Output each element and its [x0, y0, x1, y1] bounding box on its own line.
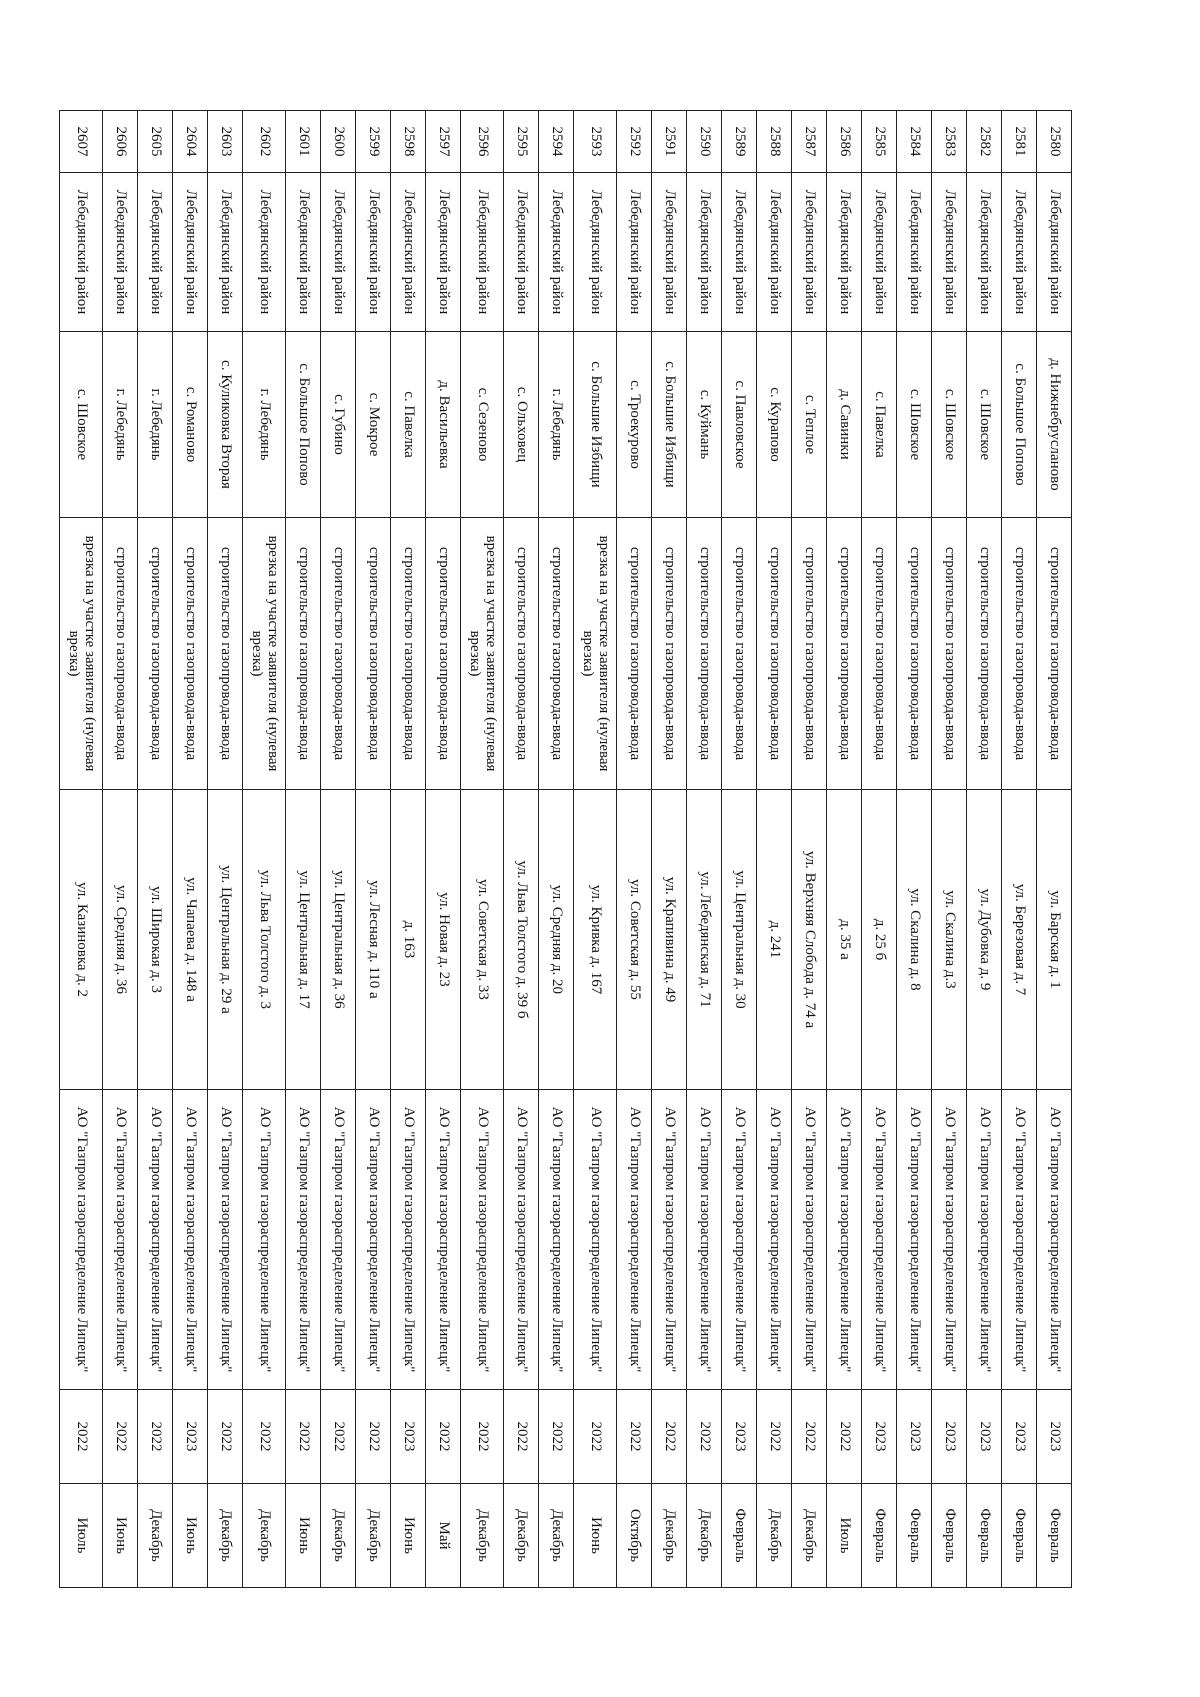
- organization-cell: АО "Газпром газораспределение Липецк": [208, 1090, 243, 1390]
- district-cell: Лебедянский район: [574, 173, 617, 332]
- district-cell: Лебедянский район: [60, 173, 103, 332]
- table-row: [862, 111, 897, 1588]
- work-type-cell: строительство газопровода-ввода: [356, 518, 391, 790]
- year-cell: 2022: [138, 1390, 173, 1484]
- work-type-cell: врезка на участке заявителя (нулевая врезка): [461, 518, 504, 790]
- address-cell: ул. Центральная д. 30: [722, 790, 757, 1090]
- row-number: 2599: [356, 111, 391, 173]
- address-cell: ул. Скалина д.3: [932, 790, 967, 1090]
- locality-cell: г. Лебедянь: [138, 332, 173, 518]
- address-cell: ул. Советская д. 33: [461, 790, 504, 1090]
- month-cell: Декабрь: [757, 1484, 792, 1588]
- year-cell: 2022: [426, 1390, 461, 1484]
- work-type-cell: строительство газопровода-ввода: [687, 518, 722, 790]
- year-cell: 2022: [356, 1390, 391, 1484]
- district-cell: Лебедянский район: [461, 173, 504, 332]
- address-cell: ул. Средняя д. 20: [539, 790, 574, 1090]
- organization-cell: АО "Газпром газораспределение Липецк": [617, 1090, 652, 1390]
- address-cell: ул. Чапаева д. 148 а: [173, 790, 208, 1090]
- month-cell: Июнь: [391, 1484, 426, 1588]
- address-cell: ул. Лебедянская д. 71: [687, 790, 722, 1090]
- row-number: 2584: [897, 111, 932, 173]
- table-row: [539, 111, 574, 1588]
- row-number: 2582: [967, 111, 1002, 173]
- month-cell: Декабрь: [321, 1484, 356, 1588]
- district-cell: Лебедянский район: [504, 173, 539, 332]
- locality-cell: с. Шовское: [932, 332, 967, 518]
- row-number: 2598: [391, 111, 426, 173]
- row-number: 2587: [792, 111, 827, 173]
- year-cell: 2022: [321, 1390, 356, 1484]
- work-type-cell: строительство газопровода-ввода: [138, 518, 173, 790]
- row-number: 2600: [321, 111, 356, 173]
- year-cell: 2022: [757, 1390, 792, 1484]
- row-number: 2602: [243, 111, 286, 173]
- address-cell: д. 163: [391, 790, 426, 1090]
- organization-cell: АО "Газпром газораспределение Липецк": [1002, 1090, 1037, 1390]
- year-cell: 2022: [286, 1390, 321, 1484]
- year-cell: 2023: [391, 1390, 426, 1484]
- address-cell: ул. Советская д. 55: [617, 790, 652, 1090]
- locality-cell: с. Шовское: [897, 332, 932, 518]
- row-number: 2591: [652, 111, 687, 173]
- year-cell: 2023: [1002, 1390, 1037, 1484]
- address-cell: ул. Центральная д. 17: [286, 790, 321, 1090]
- locality-cell: с. Губино: [321, 332, 356, 518]
- year-cell: 2022: [792, 1390, 827, 1484]
- row-number: 2586: [827, 111, 862, 173]
- table-row: [504, 111, 539, 1588]
- district-cell: Лебедянский район: [827, 173, 862, 332]
- table-row: [138, 111, 173, 1588]
- work-type-cell: строительство газопровода-ввода: [321, 518, 356, 790]
- district-cell: Лебедянский район: [356, 173, 391, 332]
- address-cell: ул. Казиновка д. 2: [60, 790, 103, 1090]
- organization-cell: АО "Газпром газораспределение Липецк": [722, 1090, 757, 1390]
- month-cell: Октябрь: [617, 1484, 652, 1588]
- address-cell: ул. Верхняя Слобода д. 74 а: [792, 790, 827, 1090]
- work-type-cell: строительство газопровода-ввода: [504, 518, 539, 790]
- month-cell: Февраль: [1037, 1484, 1072, 1588]
- year-cell: 2023: [173, 1390, 208, 1484]
- month-cell: Декабрь: [539, 1484, 574, 1588]
- month-cell: Декабрь: [792, 1484, 827, 1588]
- year-cell: 2022: [461, 1390, 504, 1484]
- locality-cell: с. Павловское: [722, 332, 757, 518]
- locality-cell: с. Ольховец: [504, 332, 539, 518]
- month-cell: Февраль: [862, 1484, 897, 1588]
- month-cell: Февраль: [967, 1484, 1002, 1588]
- locality-cell: г. Лебедянь: [539, 332, 574, 518]
- organization-cell: АО "Газпром газораспределение Липецк": [461, 1090, 504, 1390]
- organization-cell: АО "Газпром газораспределение Липецк": [897, 1090, 932, 1390]
- work-type-cell: строительство газопровода-ввода: [1002, 518, 1037, 790]
- month-cell: Декабрь: [356, 1484, 391, 1588]
- work-type-cell: строительство газопровода-ввода: [617, 518, 652, 790]
- address-cell: ул. Новая д. 23: [426, 790, 461, 1090]
- organization-cell: АО "Газпром газораспределение Липецк": [243, 1090, 286, 1390]
- address-cell: ул. Дубовка д. 9: [967, 790, 1002, 1090]
- month-cell: Июнь: [574, 1484, 617, 1588]
- work-type-cell: строительство газопровода-ввода: [103, 518, 138, 790]
- organization-cell: АО "Газпром газораспределение Липецк": [792, 1090, 827, 1390]
- row-number: 2605: [138, 111, 173, 173]
- table-row: [243, 111, 286, 1588]
- district-cell: Лебедянский район: [862, 173, 897, 332]
- row-number: 2596: [461, 111, 504, 173]
- organization-cell: АО "Газпром газораспределение Липецк": [138, 1090, 173, 1390]
- organization-cell: АО "Газпром газораспределение Липецк": [286, 1090, 321, 1390]
- row-number: 2595: [504, 111, 539, 173]
- month-cell: Июнь: [286, 1484, 321, 1588]
- month-cell: Февраль: [722, 1484, 757, 1588]
- row-number: 2580: [1037, 111, 1072, 173]
- row-number: 2604: [173, 111, 208, 173]
- organization-cell: АО "Газпром газораспределение Липецк": [967, 1090, 1002, 1390]
- address-cell: д. 35 а: [827, 790, 862, 1090]
- locality-cell: с. Павелка: [862, 332, 897, 518]
- locality-cell: с. Большое Попово: [286, 332, 321, 518]
- work-type-cell: строительство газопровода-ввода: [967, 518, 1002, 790]
- district-cell: Лебедянский район: [967, 173, 1002, 332]
- district-cell: Лебедянский район: [1037, 173, 1072, 332]
- table-body: [60, 111, 1072, 1588]
- month-cell: Декабрь: [504, 1484, 539, 1588]
- year-cell: 2022: [652, 1390, 687, 1484]
- district-cell: Лебедянский район: [757, 173, 792, 332]
- table-row: [617, 111, 652, 1588]
- month-cell: Июль: [827, 1484, 862, 1588]
- district-cell: Лебедянский район: [138, 173, 173, 332]
- locality-cell: д. Васильевка: [426, 332, 461, 518]
- table-row: [426, 111, 461, 1588]
- row-number: 2590: [687, 111, 722, 173]
- district-cell: Лебедянский район: [208, 173, 243, 332]
- organization-cell: АО "Газпром газораспределение Липецк": [103, 1090, 138, 1390]
- month-cell: Декабрь: [652, 1484, 687, 1588]
- row-number: 2601: [286, 111, 321, 173]
- locality-cell: с. Павелка: [391, 332, 426, 518]
- organization-cell: АО "Газпром газораспределение Липецк": [827, 1090, 862, 1390]
- locality-cell: с. Большое Попово: [1002, 332, 1037, 518]
- organization-cell: АО "Газпром газораспределение Липецк": [862, 1090, 897, 1390]
- district-cell: Лебедянский район: [539, 173, 574, 332]
- year-cell: 2022: [687, 1390, 722, 1484]
- row-number: 2592: [617, 111, 652, 173]
- year-cell: 2023: [862, 1390, 897, 1484]
- year-cell: 2022: [539, 1390, 574, 1484]
- work-type-cell: врезка на участке заявителя (нулевая врезка): [243, 518, 286, 790]
- district-cell: Лебедянский район: [286, 173, 321, 332]
- address-cell: ул. Лесная д. 110 а: [356, 790, 391, 1090]
- table-row: [574, 111, 617, 1588]
- work-type-cell: врезка на участке заявителя (нулевая врезка): [60, 518, 103, 790]
- organization-cell: АО "Газпром газораспределение Липецк": [539, 1090, 574, 1390]
- locality-cell: с. Мокрое: [356, 332, 391, 518]
- row-number: 2606: [103, 111, 138, 173]
- locality-cell: г. Лебедянь: [243, 332, 286, 518]
- month-cell: Декабрь: [208, 1484, 243, 1588]
- work-type-cell: строительство газопровода-ввода: [286, 518, 321, 790]
- table-row: [792, 111, 827, 1588]
- year-cell: 2022: [827, 1390, 862, 1484]
- row-number: 2594: [539, 111, 574, 173]
- locality-cell: с. Шовское: [967, 332, 1002, 518]
- address-cell: ул. Льва Толстого д. 3: [243, 790, 286, 1090]
- year-cell: 2023: [722, 1390, 757, 1484]
- year-cell: 2023: [1037, 1390, 1072, 1484]
- table-row: [722, 111, 757, 1588]
- year-cell: 2023: [932, 1390, 967, 1484]
- month-cell: Декабрь: [461, 1484, 504, 1588]
- table-row: [652, 111, 687, 1588]
- work-type-cell: строительство газопровода-ввода: [391, 518, 426, 790]
- district-cell: Лебедянский район: [722, 173, 757, 332]
- year-cell: 2022: [617, 1390, 652, 1484]
- table-row: [1002, 111, 1037, 1588]
- table-row: [1037, 111, 1072, 1588]
- work-type-cell: строительство газопровода-ввода: [757, 518, 792, 790]
- table-row: [173, 111, 208, 1588]
- table-row: [461, 111, 504, 1588]
- month-cell: Февраль: [897, 1484, 932, 1588]
- month-cell: Июнь: [173, 1484, 208, 1588]
- address-cell: ул. Барская д. 1: [1037, 790, 1072, 1090]
- year-cell: 2023: [967, 1390, 1002, 1484]
- district-cell: Лебедянский район: [1002, 173, 1037, 332]
- organization-cell: АО "Газпром газораспределение Липецк": [173, 1090, 208, 1390]
- organization-cell: АО "Газпром газораспределение Липецк": [932, 1090, 967, 1390]
- table-row: [932, 111, 967, 1588]
- district-cell: Лебедянский район: [243, 173, 286, 332]
- locality-cell: д. Нижнебрусланово: [1037, 332, 1072, 518]
- locality-cell: с. Сезеново: [461, 332, 504, 518]
- address-cell: д. 241: [757, 790, 792, 1090]
- table-row: [208, 111, 243, 1588]
- address-cell: ул. Широкая д. 3: [138, 790, 173, 1090]
- work-type-cell: строительство газопровода-ввода: [173, 518, 208, 790]
- month-cell: Февраль: [1002, 1484, 1037, 1588]
- work-type-cell: строительство газопровода-ввода: [426, 518, 461, 790]
- row-number: 2603: [208, 111, 243, 173]
- organization-cell: АО "Газпром газораспределение Липецк": [757, 1090, 792, 1390]
- row-number: 2589: [722, 111, 757, 173]
- organization-cell: АО "Газпром газораспределение Липецк": [356, 1090, 391, 1390]
- table-row: [356, 111, 391, 1588]
- month-cell: Май: [426, 1484, 461, 1588]
- row-number: 2581: [1002, 111, 1037, 173]
- locality-cell: с. Романово: [173, 332, 208, 518]
- district-cell: Лебедянский район: [897, 173, 932, 332]
- table-row: [897, 111, 932, 1588]
- locality-cell: г. Лебедянь: [103, 332, 138, 518]
- locality-cell: с. Курапово: [757, 332, 792, 518]
- district-cell: Лебедянский район: [652, 173, 687, 332]
- row-number: 2597: [426, 111, 461, 173]
- organization-cell: АО "Газпром газораспределение Липецк": [60, 1090, 103, 1390]
- locality-cell: с. Куймань: [687, 332, 722, 518]
- district-cell: Лебедянский район: [321, 173, 356, 332]
- address-cell: д. 25 б: [862, 790, 897, 1090]
- locality-cell: с. Куликовка Вторая: [208, 332, 243, 518]
- table-row: [286, 111, 321, 1588]
- row-number: 2583: [932, 111, 967, 173]
- table-row: [757, 111, 792, 1588]
- work-type-cell: строительство газопровода-ввода: [208, 518, 243, 790]
- locality-cell: с. Большие Избищи: [652, 332, 687, 518]
- row-number: 2585: [862, 111, 897, 173]
- work-type-cell: строительство газопровода-ввода: [792, 518, 827, 790]
- table-row: [827, 111, 862, 1588]
- year-cell: 2022: [243, 1390, 286, 1484]
- locality-cell: с. Троекурово: [617, 332, 652, 518]
- month-cell: Июль: [60, 1484, 103, 1588]
- month-cell: Декабрь: [138, 1484, 173, 1588]
- district-cell: Лебедянский район: [391, 173, 426, 332]
- address-cell: ул. Центральная д. 29 а: [208, 790, 243, 1090]
- gas-connection-table: [59, 110, 1072, 1588]
- locality-cell: с. Теплое: [792, 332, 827, 518]
- year-cell: 2022: [504, 1390, 539, 1484]
- table-row: [687, 111, 722, 1588]
- work-type-cell: строительство газопровода-ввода: [932, 518, 967, 790]
- row-number: 2588: [757, 111, 792, 173]
- locality-cell: с. Шовское: [60, 332, 103, 518]
- locality-cell: с. Большие Избищи: [574, 332, 617, 518]
- year-cell: 2022: [208, 1390, 243, 1484]
- address-cell: ул. Березовая д. 7: [1002, 790, 1037, 1090]
- year-cell: 2022: [574, 1390, 617, 1484]
- work-type-cell: строительство газопровода-ввода: [652, 518, 687, 790]
- year-cell: 2022: [60, 1390, 103, 1484]
- district-cell: Лебедянский район: [426, 173, 461, 332]
- address-cell: ул. Льва Толстого д. 39 б: [504, 790, 539, 1090]
- address-cell: ул. Кривка д. 167: [574, 790, 617, 1090]
- district-cell: Лебедянский район: [173, 173, 208, 332]
- address-cell: ул. Центральная д. 36: [321, 790, 356, 1090]
- work-type-cell: строительство газопровода-ввода: [1037, 518, 1072, 790]
- month-cell: Июнь: [103, 1484, 138, 1588]
- organization-cell: АО "Газпром газораспределение Липецк": [321, 1090, 356, 1390]
- organization-cell: АО "Газпром газораспределение Липецк": [391, 1090, 426, 1390]
- year-cell: 2023: [897, 1390, 932, 1484]
- address-cell: ул. Скалина д. 8: [897, 790, 932, 1090]
- table-row: [103, 111, 138, 1588]
- table-row: [321, 111, 356, 1588]
- district-cell: Лебедянский район: [617, 173, 652, 332]
- organization-cell: АО "Газпром газораспределение Липецк": [504, 1090, 539, 1390]
- table-row: [967, 111, 1002, 1588]
- work-type-cell: строительство газопровода-ввода: [827, 518, 862, 790]
- organization-cell: АО "Газпром газораспределение Липецк": [652, 1090, 687, 1390]
- month-cell: Декабрь: [243, 1484, 286, 1588]
- address-cell: ул. Крапивина д. 49: [652, 790, 687, 1090]
- organization-cell: АО "Газпром газораспределение Липецк": [426, 1090, 461, 1390]
- organization-cell: АО "Газпром газораспределение Липецк": [1037, 1090, 1072, 1390]
- table-row: [391, 111, 426, 1588]
- work-type-cell: строительство газопровода-ввода: [897, 518, 932, 790]
- district-cell: Лебедянский район: [932, 173, 967, 332]
- month-cell: Декабрь: [687, 1484, 722, 1588]
- work-type-cell: строительство газопровода-ввода: [539, 518, 574, 790]
- district-cell: Лебедянский район: [792, 173, 827, 332]
- district-cell: Лебедянский район: [687, 173, 722, 332]
- organization-cell: АО "Газпром газораспределение Липецк": [574, 1090, 617, 1390]
- locality-cell: д. Савинки: [827, 332, 862, 518]
- year-cell: 2022: [103, 1390, 138, 1484]
- table-row: [60, 111, 103, 1588]
- work-type-cell: строительство газопровода-ввода: [722, 518, 757, 790]
- organization-cell: АО "Газпром газораспределение Липецк": [687, 1090, 722, 1390]
- row-number: 2607: [60, 111, 103, 173]
- work-type-cell: строительство газопровода-ввода: [862, 518, 897, 790]
- month-cell: Февраль: [932, 1484, 967, 1588]
- district-cell: Лебедянский район: [103, 173, 138, 332]
- row-number: 2593: [574, 111, 617, 173]
- work-type-cell: врезка на участке заявителя (нулевая врезка): [574, 518, 617, 790]
- address-cell: ул. Средняя д. 36: [103, 790, 138, 1090]
